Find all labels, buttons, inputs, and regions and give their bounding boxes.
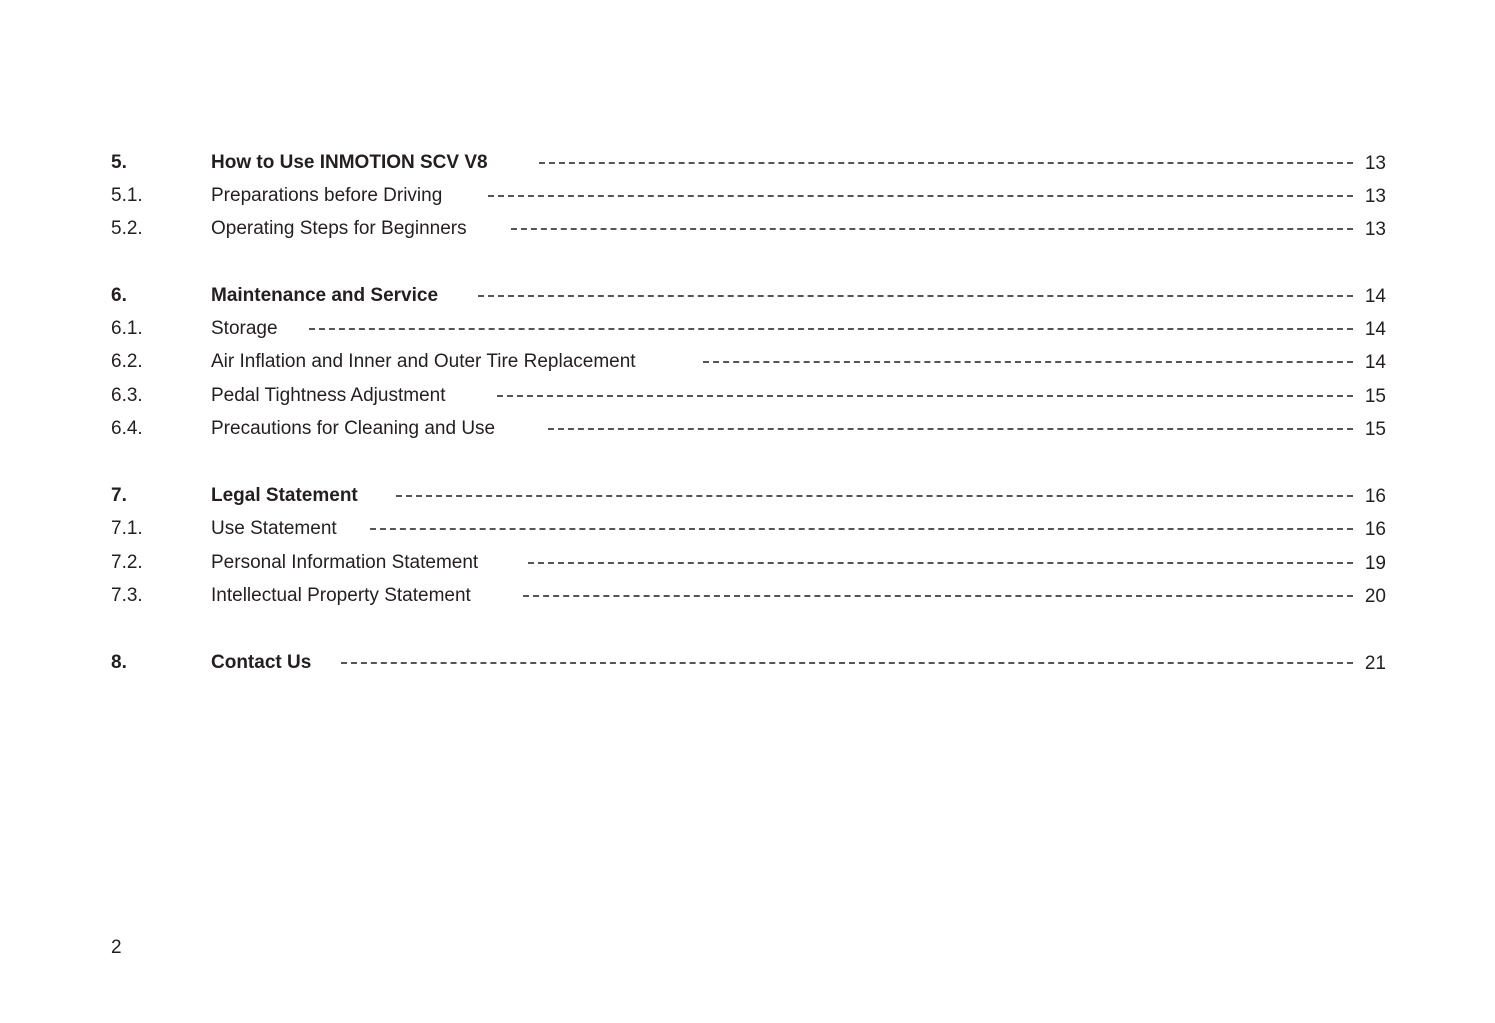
toc-entry-title: Operating Steps for Beginners bbox=[211, 218, 467, 239]
toc-entry-number: 5. bbox=[111, 152, 127, 173]
toc-entry[interactable] bbox=[0, 217, 1495, 241]
toc-entry-title: How to Use INMOTION SCV V8 bbox=[211, 152, 488, 173]
toc-entry-number: 6.1. bbox=[111, 318, 143, 339]
toc-entry-page: 14 bbox=[1364, 352, 1386, 373]
toc-leader-dots bbox=[523, 595, 1353, 597]
toc-entry[interactable] bbox=[0, 317, 1495, 341]
toc-entry-title: Maintenance and Service bbox=[211, 285, 439, 306]
toc-entry-number: 7.3. bbox=[111, 585, 143, 606]
toc-entry-number: 5.1. bbox=[111, 185, 143, 206]
toc-leader-dots bbox=[703, 361, 1353, 363]
toc-entry[interactable] bbox=[0, 584, 1495, 608]
toc-leader-dots bbox=[488, 195, 1353, 197]
toc-entry-page: 20 bbox=[1364, 586, 1386, 607]
toc-entry[interactable] bbox=[0, 384, 1495, 408]
toc-entry-title: Personal Information Statement bbox=[211, 552, 479, 573]
toc-entry-number: 7. bbox=[111, 485, 127, 506]
toc-entry-title: Preparations before Driving bbox=[211, 185, 443, 206]
toc-entry-page: 19 bbox=[1364, 553, 1386, 574]
toc-entry-title: Intellectual Property Statement bbox=[211, 585, 471, 606]
toc-leader-dots bbox=[370, 528, 1353, 530]
toc-entry-title: Air Inflation and Inner and Outer Tire Replacement bbox=[211, 351, 636, 372]
toc-leader-dots bbox=[548, 428, 1353, 430]
toc-leader-dots bbox=[539, 162, 1353, 164]
toc-leader-dots bbox=[528, 562, 1353, 564]
toc-entry-number: 8. bbox=[111, 652, 127, 673]
toc-entry-number: 5.2. bbox=[111, 218, 143, 239]
toc-entry-page: 15 bbox=[1364, 419, 1386, 440]
toc-entry-page: 21 bbox=[1364, 653, 1386, 674]
toc-entry[interactable] bbox=[0, 517, 1495, 541]
toc-entry[interactable] bbox=[0, 284, 1495, 308]
toc-leader-dots bbox=[478, 295, 1353, 297]
toc-leader-dots bbox=[396, 495, 1353, 497]
toc-entry-page: 14 bbox=[1364, 286, 1386, 307]
toc-leader-dots bbox=[309, 328, 1353, 330]
toc-entry-page: 16 bbox=[1364, 519, 1386, 540]
toc-entry-number: 6.4. bbox=[111, 418, 143, 439]
toc-entry[interactable] bbox=[0, 151, 1495, 175]
toc-entry-page: 16 bbox=[1364, 486, 1386, 507]
toc-entry[interactable] bbox=[0, 417, 1495, 441]
toc-entry-number: 7.2. bbox=[111, 552, 143, 573]
toc-entry[interactable] bbox=[0, 484, 1495, 508]
toc-entry-page: 13 bbox=[1364, 153, 1386, 174]
toc-entry-number: 6. bbox=[111, 285, 127, 306]
toc-entry[interactable] bbox=[0, 551, 1495, 575]
toc-entry-page: 15 bbox=[1364, 386, 1386, 407]
toc-entry-title: Pedal Tightness Adjustment bbox=[211, 385, 446, 406]
toc-entry-title: Storage bbox=[211, 318, 278, 339]
page-number: 2 bbox=[111, 937, 122, 958]
toc-entry-title: Precautions for Cleaning and Use bbox=[211, 418, 496, 439]
toc-entry-title: Use Statement bbox=[211, 518, 337, 539]
toc-entry-number: 6.2. bbox=[111, 351, 143, 372]
toc-entry-page: 13 bbox=[1364, 219, 1386, 240]
toc-entry[interactable] bbox=[0, 184, 1495, 208]
toc-leader-dots bbox=[511, 228, 1353, 230]
toc-entry-title: Legal Statement bbox=[211, 485, 358, 506]
toc-entry[interactable] bbox=[0, 350, 1495, 374]
toc-leader-dots bbox=[497, 395, 1353, 397]
toc-entry-page: 13 bbox=[1364, 186, 1386, 207]
toc-leader-dots bbox=[341, 662, 1353, 664]
toc-entry-page: 14 bbox=[1364, 319, 1386, 340]
toc-entry-number: 7.1. bbox=[111, 518, 143, 539]
toc-entry-title: Contact Us bbox=[211, 652, 312, 673]
toc-entry-number: 6.3. bbox=[111, 385, 143, 406]
toc-entry[interactable] bbox=[0, 651, 1495, 675]
